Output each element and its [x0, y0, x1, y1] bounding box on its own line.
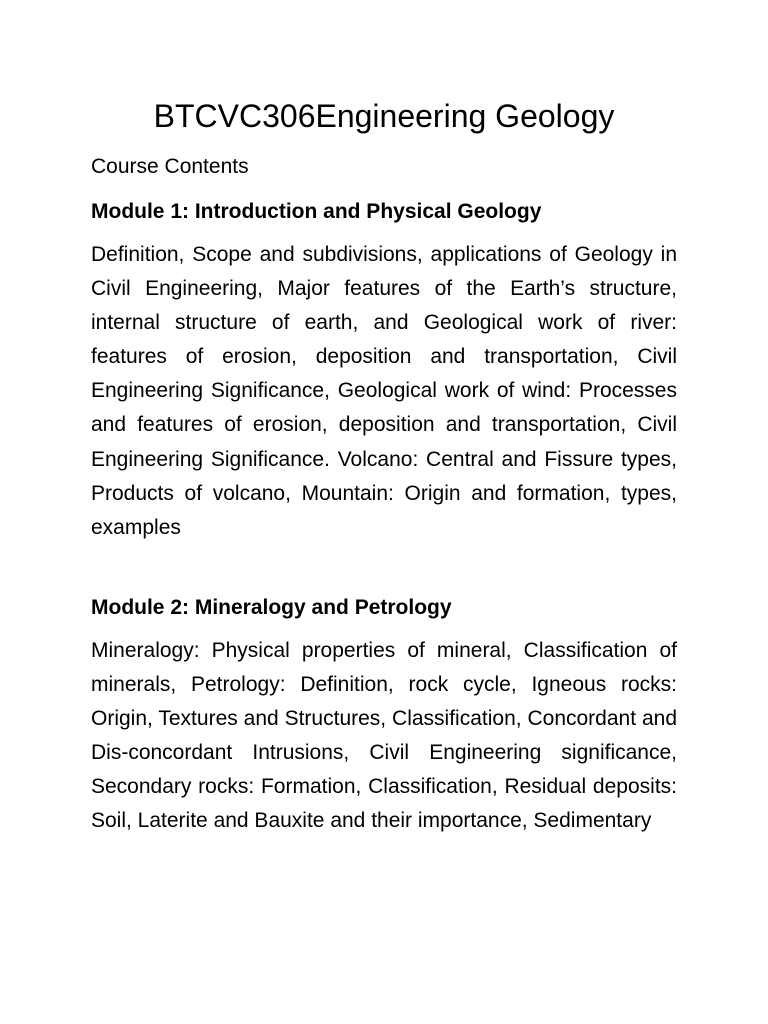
module-2-body: Mineralogy: Physical properties of mineral, Classification of minerals, Petrology: Definition, rock cycle, Igneous rocks: Origin, Textures and Structures, Classification, Concordant and Dis-concordant Intrusions, Civil Engineering significance, Secondary rocks: Formation, Classification, Residual deposits: Soil, Laterite and Bauxite and their importance, Sedimentary: [91, 639, 677, 833]
module-1-body: Definition, Scope and subdivisions, applications of Geology in Civil Engineering, Major features of the Earth’s structure, internal structure of earth, and Geological work of river: features of erosion, deposition and transportation, Civil Engineering Significance, Geological work of wind: Processes and features of erosion, deposition and transportation, Civil Engineering Significance. Volcano: Central and Fissure types, Products of volcano, Mountain: Origin and formation, types, examples: [91, 243, 677, 539]
module-1-heading: Module 1: Introduction and Physical Geology: [91, 200, 542, 223]
course-contents-heading: Course Contents: [91, 155, 249, 178]
module-2-heading: Module 2: Mineralogy and Petrology: [91, 596, 452, 619]
document-title: BTCVC306Engineering Geology: [153, 98, 615, 134]
